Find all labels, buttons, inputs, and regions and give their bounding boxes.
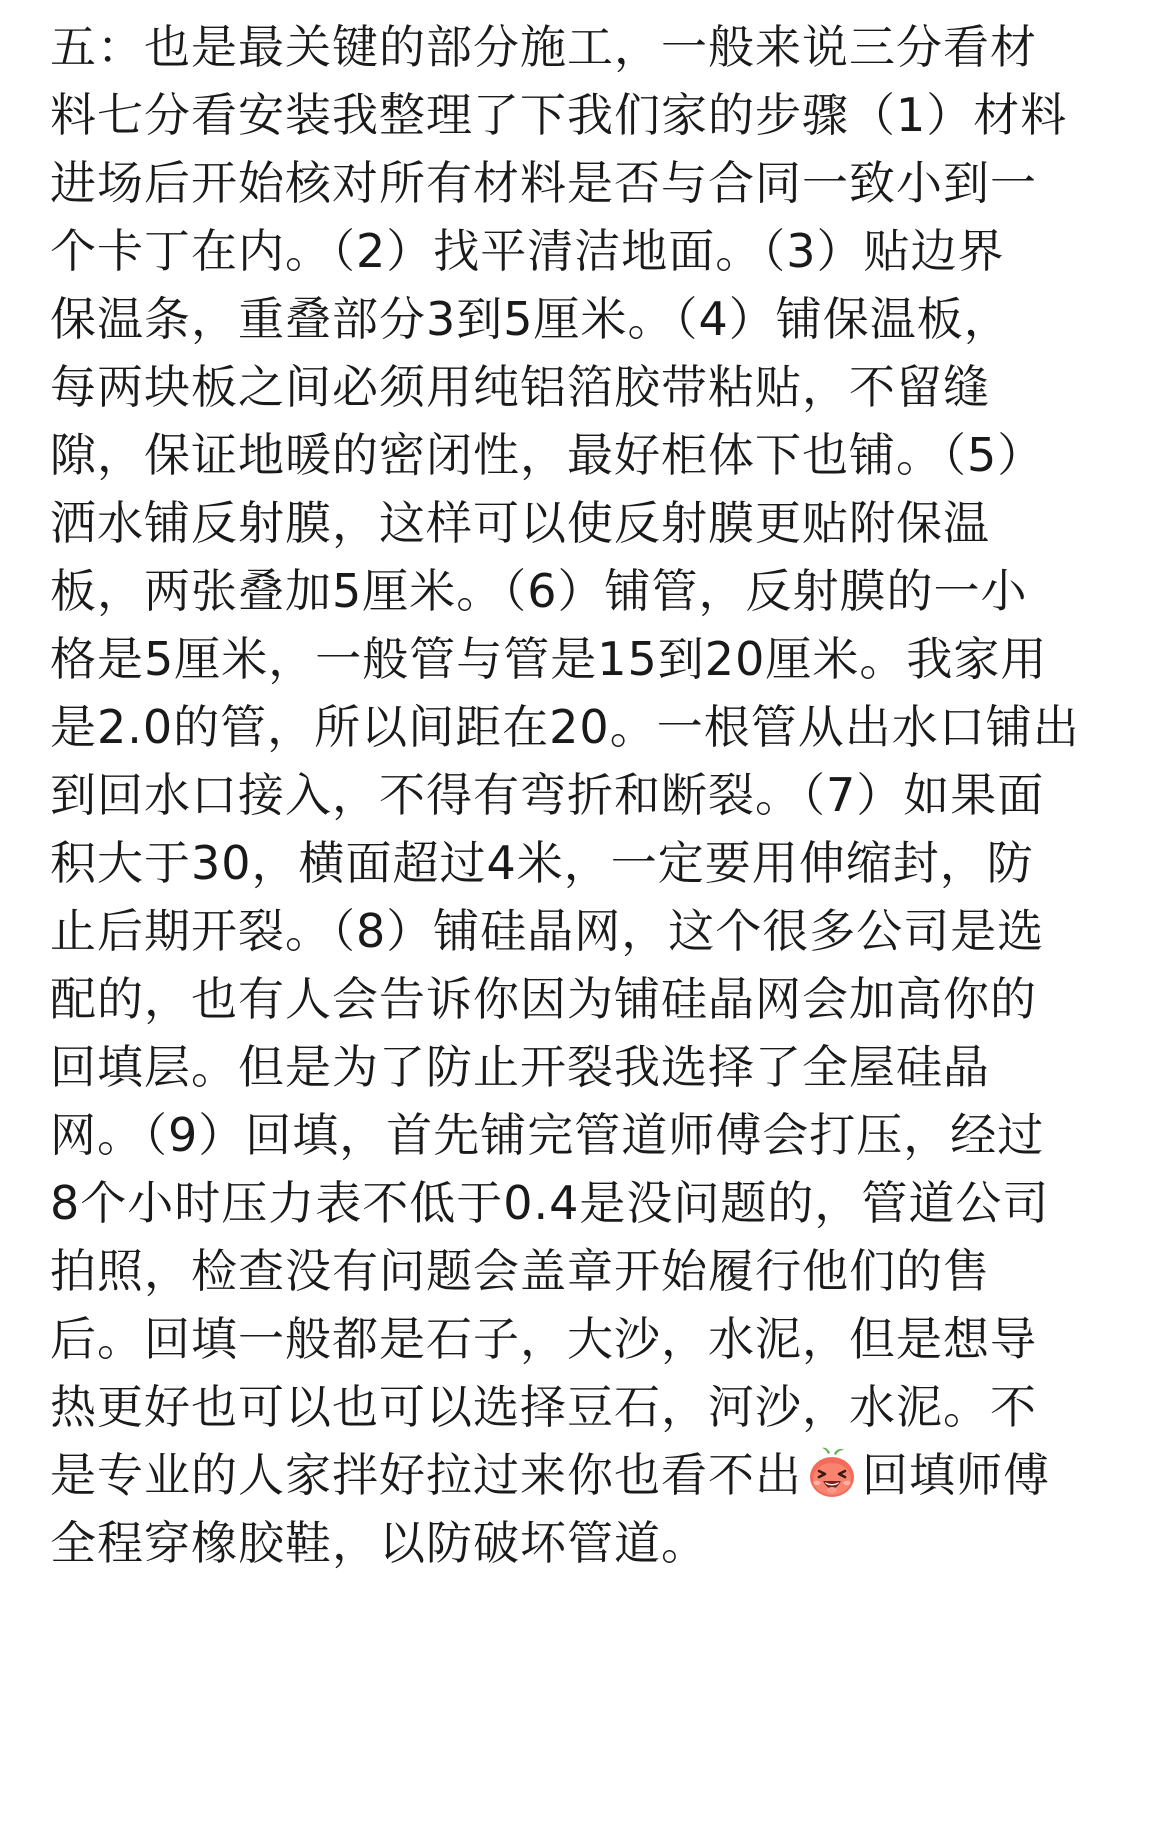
text-segment: 回填师傅	[862, 1448, 1050, 1502]
text-line: 全程穿橡胶鞋，以防破坏管道。	[50, 1516, 708, 1570]
text-line: 隙，保证地暖的密闭性，最好柜体下也铺。（5）	[50, 428, 1045, 482]
text-line: 每两块板之间必须用纯铝箔胶带粘贴，不留缝	[50, 360, 990, 414]
laughing-emoji-icon	[804, 1445, 860, 1501]
text-line: 积大于30，横面超过4米，一定要用伸缩封，防	[50, 836, 1034, 890]
text-segment: 是专业的人家拌好拉过来你也看不出	[50, 1448, 802, 1502]
text-line: 板，两张叠加5厘米。（6）铺管，反射膜的一小	[50, 564, 1028, 618]
text-line: 五：也是最关键的部分施工，一般来说三分看材	[50, 20, 1037, 74]
text-line: 回填层。但是为了防止开裂我选择了全屋硅晶	[50, 1040, 990, 1094]
text-line: 保温条，重叠部分3到5厘米。（4）铺保温板，	[50, 292, 1011, 346]
text-line: 到回水口接入，不得有弯折和断裂。（7）如果面	[50, 768, 1045, 822]
text-line: 网。（9）回填，首先铺完管道师傅会打压，经过	[50, 1108, 1045, 1162]
text-line: 格是5厘米，一般管与管是15到20厘米。我家用	[50, 632, 1048, 686]
text-line: 止后期开裂。（8）铺硅晶网，这个很多公司是选	[50, 904, 1045, 958]
text-line: 配的，也有人会告诉你因为铺硅晶网会加高你的	[50, 972, 1037, 1026]
text-line: 热更好也可以也可以选择豆石，河沙，水泥。不	[50, 1380, 1037, 1434]
text-line: 拍照，检查没有问题会盖章开始履行他们的售	[50, 1244, 990, 1298]
text-line: 8个小时压力表不低于0.4是没问题的，管道公司	[50, 1176, 1050, 1230]
text-line: 进场后开始核对所有材料是否与合同一致小到一	[50, 156, 1037, 210]
text-line: 个卡丁在内。（2）找平清洁地面。（3）贴边界	[50, 224, 1005, 278]
text-line: 料七分看安装我整理了下我们家的步骤（1）材料	[50, 88, 1068, 142]
text-line: 是2.0的管，所以间距在20。一根管从出水口铺出	[50, 700, 1080, 754]
text-line: 洒水铺反射膜，这样可以使反射膜更贴附保温	[50, 496, 990, 550]
text-line: 后。回填一般都是石子，大沙，水泥，但是想导	[50, 1312, 1037, 1366]
text-line-with-emoji	[50, 1436, 1160, 1514]
